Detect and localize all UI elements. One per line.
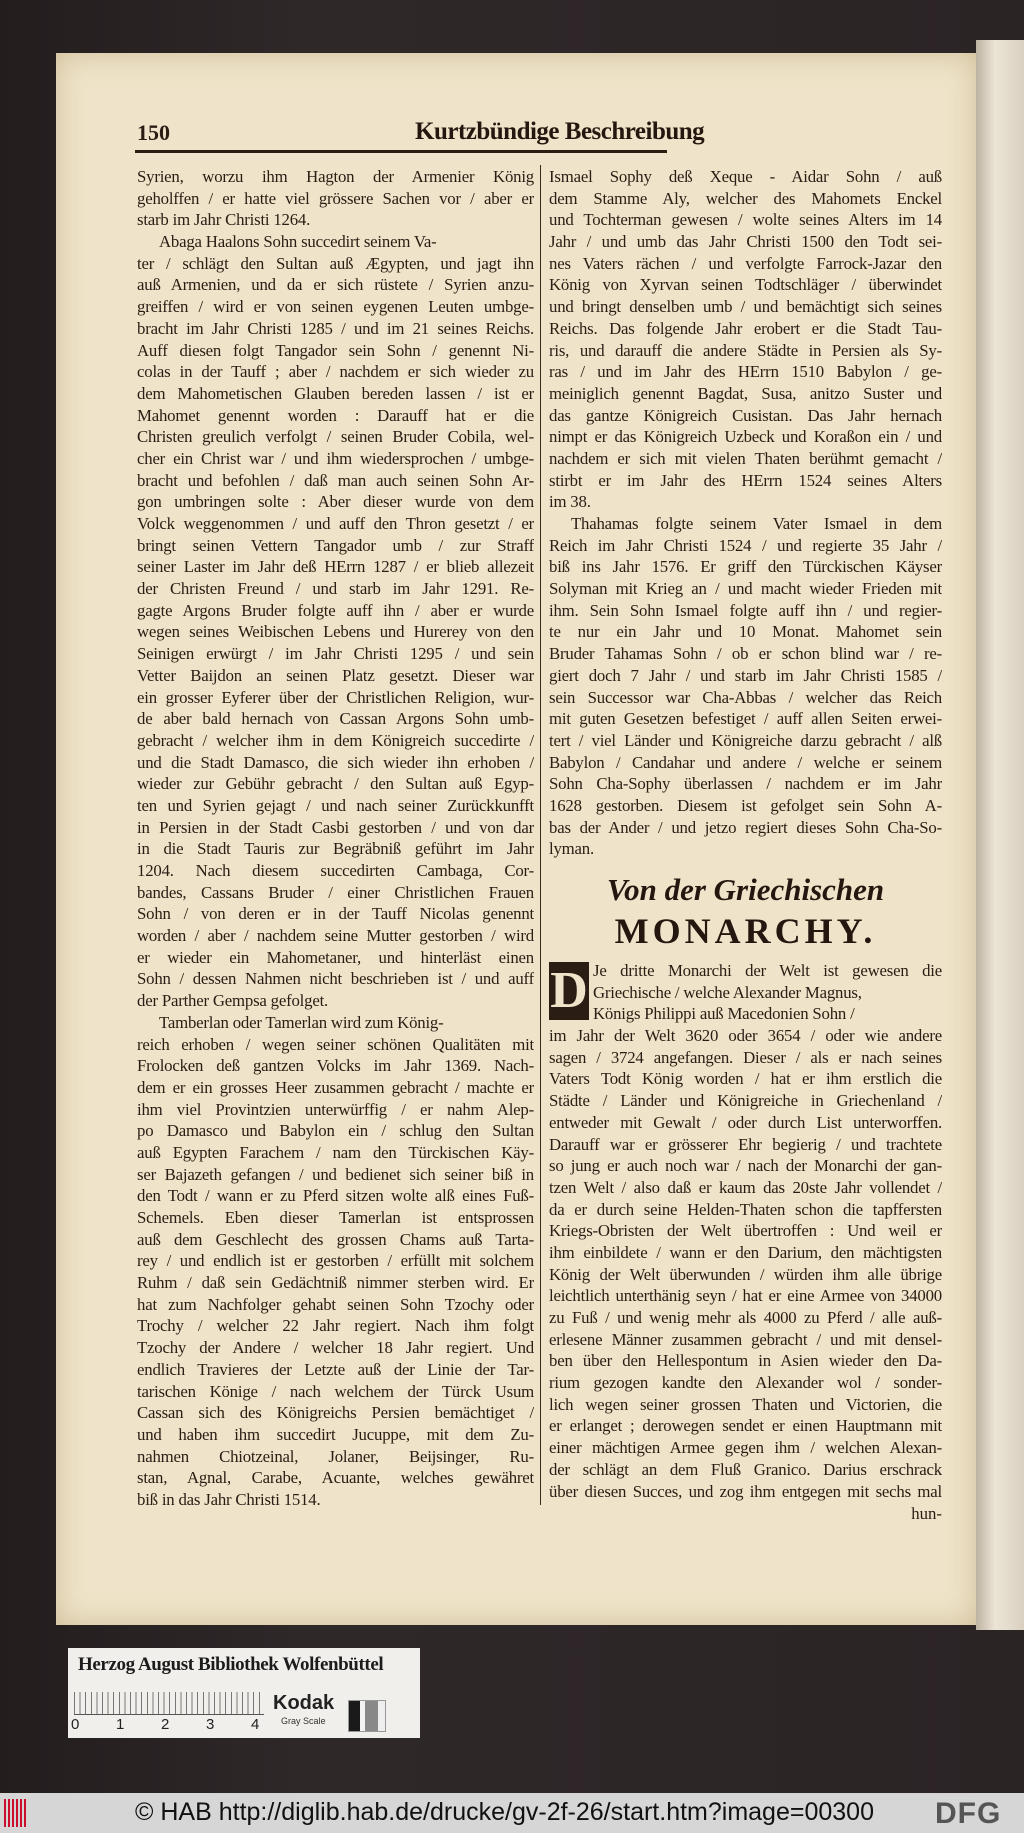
gray-scale-label: Gray Scale bbox=[281, 1716, 326, 1726]
hab-logo-icon bbox=[4, 1799, 26, 1827]
left-column bbox=[137, 166, 534, 1511]
text-line: und haben ihm succedirt Jucuppe, mit dem Zu- bbox=[137, 1424, 534, 1444]
text-line: seiner Laster im Jahr deß HErrn 1287 / er blieb allezeit bbox=[137, 557, 534, 577]
text-line: Darauff war er grösserer Ehr begierig / und trachtete bbox=[549, 1134, 942, 1154]
text-line: rey / und endlich ist er gestorben / erfüllt mit solchem bbox=[137, 1251, 534, 1271]
text-line: Tamberlan oder Tamerlan wird zum König- bbox=[159, 1012, 444, 1032]
text-line: ras / und im Jahr des HErrn 1510 Babylon / ge- bbox=[549, 362, 942, 382]
text-line: im 38. bbox=[549, 492, 591, 512]
text-line: Sohn Cha-Sophy überlassen / nachdem er im Jahr bbox=[549, 774, 942, 794]
text-line: dem er ein grosses Heer zusammen gebracht / machte er bbox=[137, 1077, 534, 1097]
text-line: lich wegen seiner grossen Thaten und Victorien, die bbox=[549, 1394, 942, 1414]
text-line: Sohn / dessen Nahmen nicht beschrieben ist / und auff bbox=[137, 969, 534, 989]
text-line: ris, und darauff die andere Städte in Persien als Sy- bbox=[549, 340, 942, 360]
text-line: und bringt denselben umb / und bemächtigt sich seines bbox=[549, 297, 942, 317]
text-line: Schemels. Eben dieser Tamerlan ist entsprossen bbox=[137, 1208, 534, 1227]
text-line: mit guten Gesetzen befestiget / auff allen Seiten erwei- bbox=[549, 709, 942, 729]
text-line: den Todt / wann er zu Pferd sitzen wolte alß eines Fuß- bbox=[137, 1186, 534, 1206]
text-line: erlesene Männer zusammen gebracht / und mit densel- bbox=[549, 1329, 942, 1349]
text-line: im Jahr der Welt 3620 oder 3654 / oder wie andere bbox=[549, 1026, 942, 1046]
text-line: ein grosser Eyferer über der Christlichen Religion, wur- bbox=[137, 687, 534, 707]
gray-swatch bbox=[348, 1700, 386, 1732]
text-line: rium gezogen kandte den Alexander wol / sonder- bbox=[549, 1373, 942, 1393]
text-line: dem Mahometischen Glauben bereden lassen / ist er bbox=[137, 383, 534, 403]
text-line: er wieder ein Mahometaner, und hinterläst einen bbox=[137, 947, 534, 967]
right-column bbox=[549, 166, 942, 860]
text-line: colas in der Tauff ; aber / nachdem er sich wieder zu bbox=[137, 362, 534, 382]
text-line: tzen Welt / also daß er kaum das 20ste Jahr vollendet / bbox=[549, 1177, 942, 1197]
text-line: Ruhm / daß sein Gedächtniß nimmer sterben wird. Er bbox=[137, 1273, 534, 1293]
ruler-number: 3 bbox=[206, 1716, 215, 1733]
text-line: sagen / 3724 angefangen. Dieser / als er nach seines bbox=[549, 1047, 942, 1067]
text-line: Reich im Jahr Christi 1524 / und regierte 35 Jahr / bbox=[549, 535, 942, 555]
text-line: gebracht / welcher ihm in dem Königreich succedirte / bbox=[137, 730, 534, 750]
copyright-url[interactable]: © HAB http://diglib.hab.de/drucke/gv-2f-26/start.htm?image=00300 bbox=[135, 1798, 874, 1826]
text-line: nes Vaters rächen / und verfolgte Farrock-Jazar den bbox=[549, 253, 942, 273]
text-line: stan, Agnal, Carabe, Acuante, welches gewähret bbox=[137, 1468, 534, 1488]
text-line: Volck weggenommen / und auff den Thron gesetzt / er bbox=[137, 514, 534, 533]
text-line: nachdem er sich mit vielen Thaten berühmt gemacht / bbox=[549, 448, 942, 468]
text-line: Reichs. Das folgende Jahr erobert er die Stadt Tau- bbox=[549, 318, 942, 338]
page-number: 150 bbox=[137, 120, 170, 145]
header-rule bbox=[135, 150, 667, 153]
section-text bbox=[549, 960, 942, 1502]
ruler-number: 1 bbox=[116, 1716, 125, 1733]
text-line: gon umbringen solte : Aber dieser wurde von dem bbox=[137, 492, 534, 512]
text-line: Cassan sich des Königreichs Persien bemächtiget / bbox=[137, 1403, 534, 1423]
text-line: Sohn / von deren er in der Tauff Nicolas genennt bbox=[137, 904, 534, 924]
text-line: der Christen Freund / und starb im Jahr 1291. Re- bbox=[137, 579, 534, 599]
text-line: greiffen / wird er von seinen eygenen Leuten umbge- bbox=[137, 297, 534, 317]
text-line: gagte Argons Bruder folgte auff ihn / aber er wurde bbox=[137, 600, 534, 620]
text-line: 1628 gestorben. Diesem ist gefolget sein Sohn A- bbox=[549, 795, 942, 815]
text-line: einer mächtigen Armee gegen ihm / welchen Alexan- bbox=[549, 1438, 942, 1458]
drop-cap: D bbox=[550, 962, 588, 1019]
text-line: Je dritte Monarchi der Welt ist gewesen die bbox=[593, 961, 942, 980]
ruler bbox=[74, 1692, 264, 1715]
ruler-number: 4 bbox=[251, 1716, 260, 1733]
text-line: Auff diesen folgt Tangador sein Sohn / genennt Ni- bbox=[137, 340, 534, 360]
section-heading: Von der Griechischen bbox=[606, 872, 885, 907]
text-line: in die Stadt Tauris zur Begräbniß geführt im Jahr bbox=[137, 839, 534, 859]
ruler-number: 2 bbox=[161, 1716, 170, 1733]
text-line: entweder mit Gewalt / oder durch List unterworffen. bbox=[549, 1112, 942, 1132]
next-page-edge bbox=[976, 40, 1024, 1630]
text-line: und Tochterman gewesen / wolte seines Alters im 14 bbox=[549, 210, 942, 230]
text-line: Syrien, worzu ihm Hagton der Armenier König bbox=[137, 167, 534, 186]
text-line: Jahr / und umb das Jahr Christi 1500 den Todt sei- bbox=[549, 232, 942, 252]
text-line: wieder zur Gebühr gebracht / den Sultan auß Egyp- bbox=[137, 774, 534, 794]
text-line: der schlägt an dem Fluß Granico. Darius erschrack bbox=[549, 1459, 942, 1479]
text-line: in Persien in der Stadt Casbi gestorben / und von dar bbox=[137, 817, 534, 837]
text-line: Städte / Länder und Königreiche in Griechenland / bbox=[549, 1091, 942, 1111]
text-line: lyman. bbox=[549, 839, 594, 859]
text-line: so jung er auch noch war / nach der Monarchi der gan- bbox=[549, 1156, 942, 1176]
text-line: leichtlich unterthänig seyn / hat er eine Armee von 34000 bbox=[549, 1286, 942, 1306]
text-line: Christen greulich verfolgt / seinen Bruder Cobila, wel- bbox=[137, 427, 534, 447]
text-line: Thahamas folgte seinem Vater Ismael in dem bbox=[571, 514, 942, 533]
text-line: sein Successor war Cha-Abbas / welcher das Reich bbox=[549, 687, 942, 707]
text-line: po Damasco und Babylon ein / schlug den Sultan bbox=[137, 1121, 534, 1141]
section-heading-monarchy: MONARCHY. bbox=[614, 911, 877, 951]
text-line: Mahomet genennt worden : Darauff hat er die bbox=[137, 405, 534, 425]
running-title: Kurtzbündige Beschreibung bbox=[415, 118, 705, 145]
text-line: Abaga Haalons Sohn succedirt seinem Va- bbox=[159, 232, 437, 252]
text-line: bandes, Cassans Bruder / einer Christlichen Frauen bbox=[137, 882, 534, 902]
text-line: auß Armenien, und da er sich rüstete / Syrien anzu- bbox=[137, 275, 534, 295]
text-line: Vetter Baijdon an seinen Platz gesetzt. Dieser war bbox=[137, 665, 534, 685]
text-line: er erlanget ; derowegen sendet er einen Hauptmann mit bbox=[549, 1416, 942, 1436]
text-line: über diesen Succes, und zog ihm entgegen mit sechs mal bbox=[549, 1481, 942, 1501]
dfg-logo: DFG bbox=[935, 1797, 1002, 1830]
text-line: te nur ein Jahr und 10 Monat. Mahomet sein bbox=[549, 622, 942, 642]
text-line: hat zum Nachfolger gehabt seinen Sohn Tzochy oder bbox=[137, 1294, 534, 1314]
text-line: König der Welt überwunden / würden ihm alle übrige bbox=[549, 1264, 942, 1284]
text-line: giert doch 7 Jahr / und starb im Jahr Christi 1585 / bbox=[549, 665, 942, 685]
text-line: Frolocken deß gantzen Volcks im Jahr 1369. Nach- bbox=[137, 1056, 534, 1076]
color-card bbox=[68, 1648, 420, 1738]
text-line: König von Xyrvan seinen Todtschläger / überwindet bbox=[549, 275, 942, 295]
text-line: biß in das Jahr Christi 1514. bbox=[137, 1489, 321, 1509]
kodak-brand: Kodak bbox=[273, 1692, 335, 1714]
text-line: bracht und befohlen / daß man auch seinen Sohn Ar- bbox=[137, 470, 534, 490]
text-line: auß Egypten Farachem / nam den Türckischen Käy- bbox=[137, 1142, 534, 1162]
text-line: ter / schlägt den Sultan auß Ægypten, und jagt ihn bbox=[137, 253, 534, 273]
text-line: Solyman mit Krieg an / und macht wieder Frieden mit bbox=[549, 579, 942, 599]
text-line: Seinigen erwürgt / im Jahr Christi 1295 / und sein bbox=[137, 644, 534, 664]
text-line: de aber bald hernach von Cassan Argons Sohn umb- bbox=[137, 709, 534, 729]
text-line: dem Stamme Aly, welcher des Mahomets Enckel bbox=[549, 188, 942, 208]
text-line: cher ein Christ war / und ihm wiedersprochen / umbge- bbox=[137, 448, 534, 468]
text-line: meiniglich genennt Bagdat, Susa, anitzo Suster und bbox=[549, 383, 942, 403]
text-line: Tzochy der Andere / welcher 18 Jahr regiert. Und bbox=[137, 1338, 534, 1358]
text-line: Kriegs-Obristen der Welt übertroffen : Und weil er bbox=[549, 1221, 942, 1241]
text-line: nahmen Chiotzeinal, Jolaner, Beijsinger, Ru- bbox=[137, 1446, 534, 1466]
text-line: zu Fuß / und wenig mehr als 4000 zu Pferd / alle auß- bbox=[549, 1308, 942, 1327]
text-line: endlich Travieres der Letzte auß der Linie der Tar- bbox=[137, 1359, 534, 1379]
catchword: hun- bbox=[911, 1504, 942, 1523]
text-line: wegen seines Weibischen Lebens und Hurerey von den bbox=[137, 622, 534, 642]
card-title: Herzog August Bibliothek Wolfenbüttel bbox=[78, 1654, 384, 1675]
ruler-number: 0 bbox=[71, 1716, 80, 1733]
text-line: ben über den Hellespontum in Asien wieder den Da- bbox=[549, 1351, 942, 1371]
text-line: Trochy / welcher 22 Jahr regiert. Nach ihm folgt bbox=[137, 1316, 534, 1336]
text-line: Vaters Todt König worden / hat er ihm erstlich die bbox=[549, 1069, 942, 1089]
text-line: und die Stadt Damasco, die sich wieder ihn erhoben / bbox=[137, 752, 534, 772]
text-line: der Parther Gempsa gefolget. bbox=[137, 991, 329, 1011]
text-line: Babylon / Candahar und andere / welche er seinem bbox=[549, 752, 942, 772]
text-line: geholffen / er hatte viel grössere Sachen vor / aber er bbox=[137, 188, 534, 208]
text-line: Bruder Tahamas Sohn / ob er schon blind war / re- bbox=[549, 644, 942, 664]
footer-bar bbox=[0, 1793, 1024, 1833]
text-line: Griechische / welche Alexander Magnus, bbox=[593, 982, 862, 1002]
text-line: das gantze Königreich Cusistan. Das Jahr hernach bbox=[549, 405, 942, 425]
text-line: Königs Philippi auß Macedonien Sohn / bbox=[593, 1004, 855, 1024]
text-line: ten und Syrien gejagt / und nach seiner Zurückkunfft bbox=[137, 795, 534, 815]
text-line: stirbt er im Jahr des HErrn 1524 seines Alters bbox=[549, 470, 942, 490]
text-line: starb im Jahr Christi 1264. bbox=[137, 210, 311, 230]
text-line: ihm viel Provintzien unterwürffig / er nahm Alep- bbox=[137, 1099, 534, 1119]
text-line: ihm. Sein Sohn Ismael folgte auff ihn / und regier- bbox=[549, 600, 942, 620]
text-line: auß dem Geschlecht des grossen Chams auß Tarta- bbox=[137, 1229, 534, 1249]
text-line: ser Bajazeth gefangen / und bedienet sich seiner biß in bbox=[137, 1164, 534, 1184]
text-line: bas der Ander / und jetzo regiert dieses Sohn Cha-So- bbox=[549, 817, 942, 837]
text-line: 1204. Nach diesem succedirten Cambaga, Cor- bbox=[137, 861, 534, 880]
text-line: da er durch seine Helden-Thaten schon die tapffersten bbox=[549, 1199, 942, 1219]
text-line: ihm einbildete / wann er den Darium, den mächtigsten bbox=[549, 1242, 942, 1262]
text-line: bringt seinen Vettern Tangador umb / zur Straff bbox=[137, 535, 534, 555]
text-line: tarischen Könige / nach welchem der Türck Usum bbox=[137, 1381, 534, 1401]
text-line: Ismael Sophy deß Xeque - Aidar Sohn / auß bbox=[549, 167, 942, 186]
text-line: worden / aber / nachdem seine Mutter gestorben / wird bbox=[137, 926, 534, 946]
text-line: bracht im Jahr Christi 1285 / und im 21 seines Reichs. bbox=[137, 318, 534, 338]
column-divider bbox=[540, 165, 541, 1505]
text-line: tert / viel Länder und Königreiche darzu gebracht / alß bbox=[549, 730, 942, 750]
text-line: nimpt er das Königreich Uzbeck und Koraßon ein / und bbox=[549, 427, 942, 447]
text-line: reich erhoben / wegen seiner schönen Qualitäten mit bbox=[137, 1034, 534, 1054]
text-line: biß ins Jahr 1576. Er griff den Türckischen Käyser bbox=[549, 557, 942, 577]
